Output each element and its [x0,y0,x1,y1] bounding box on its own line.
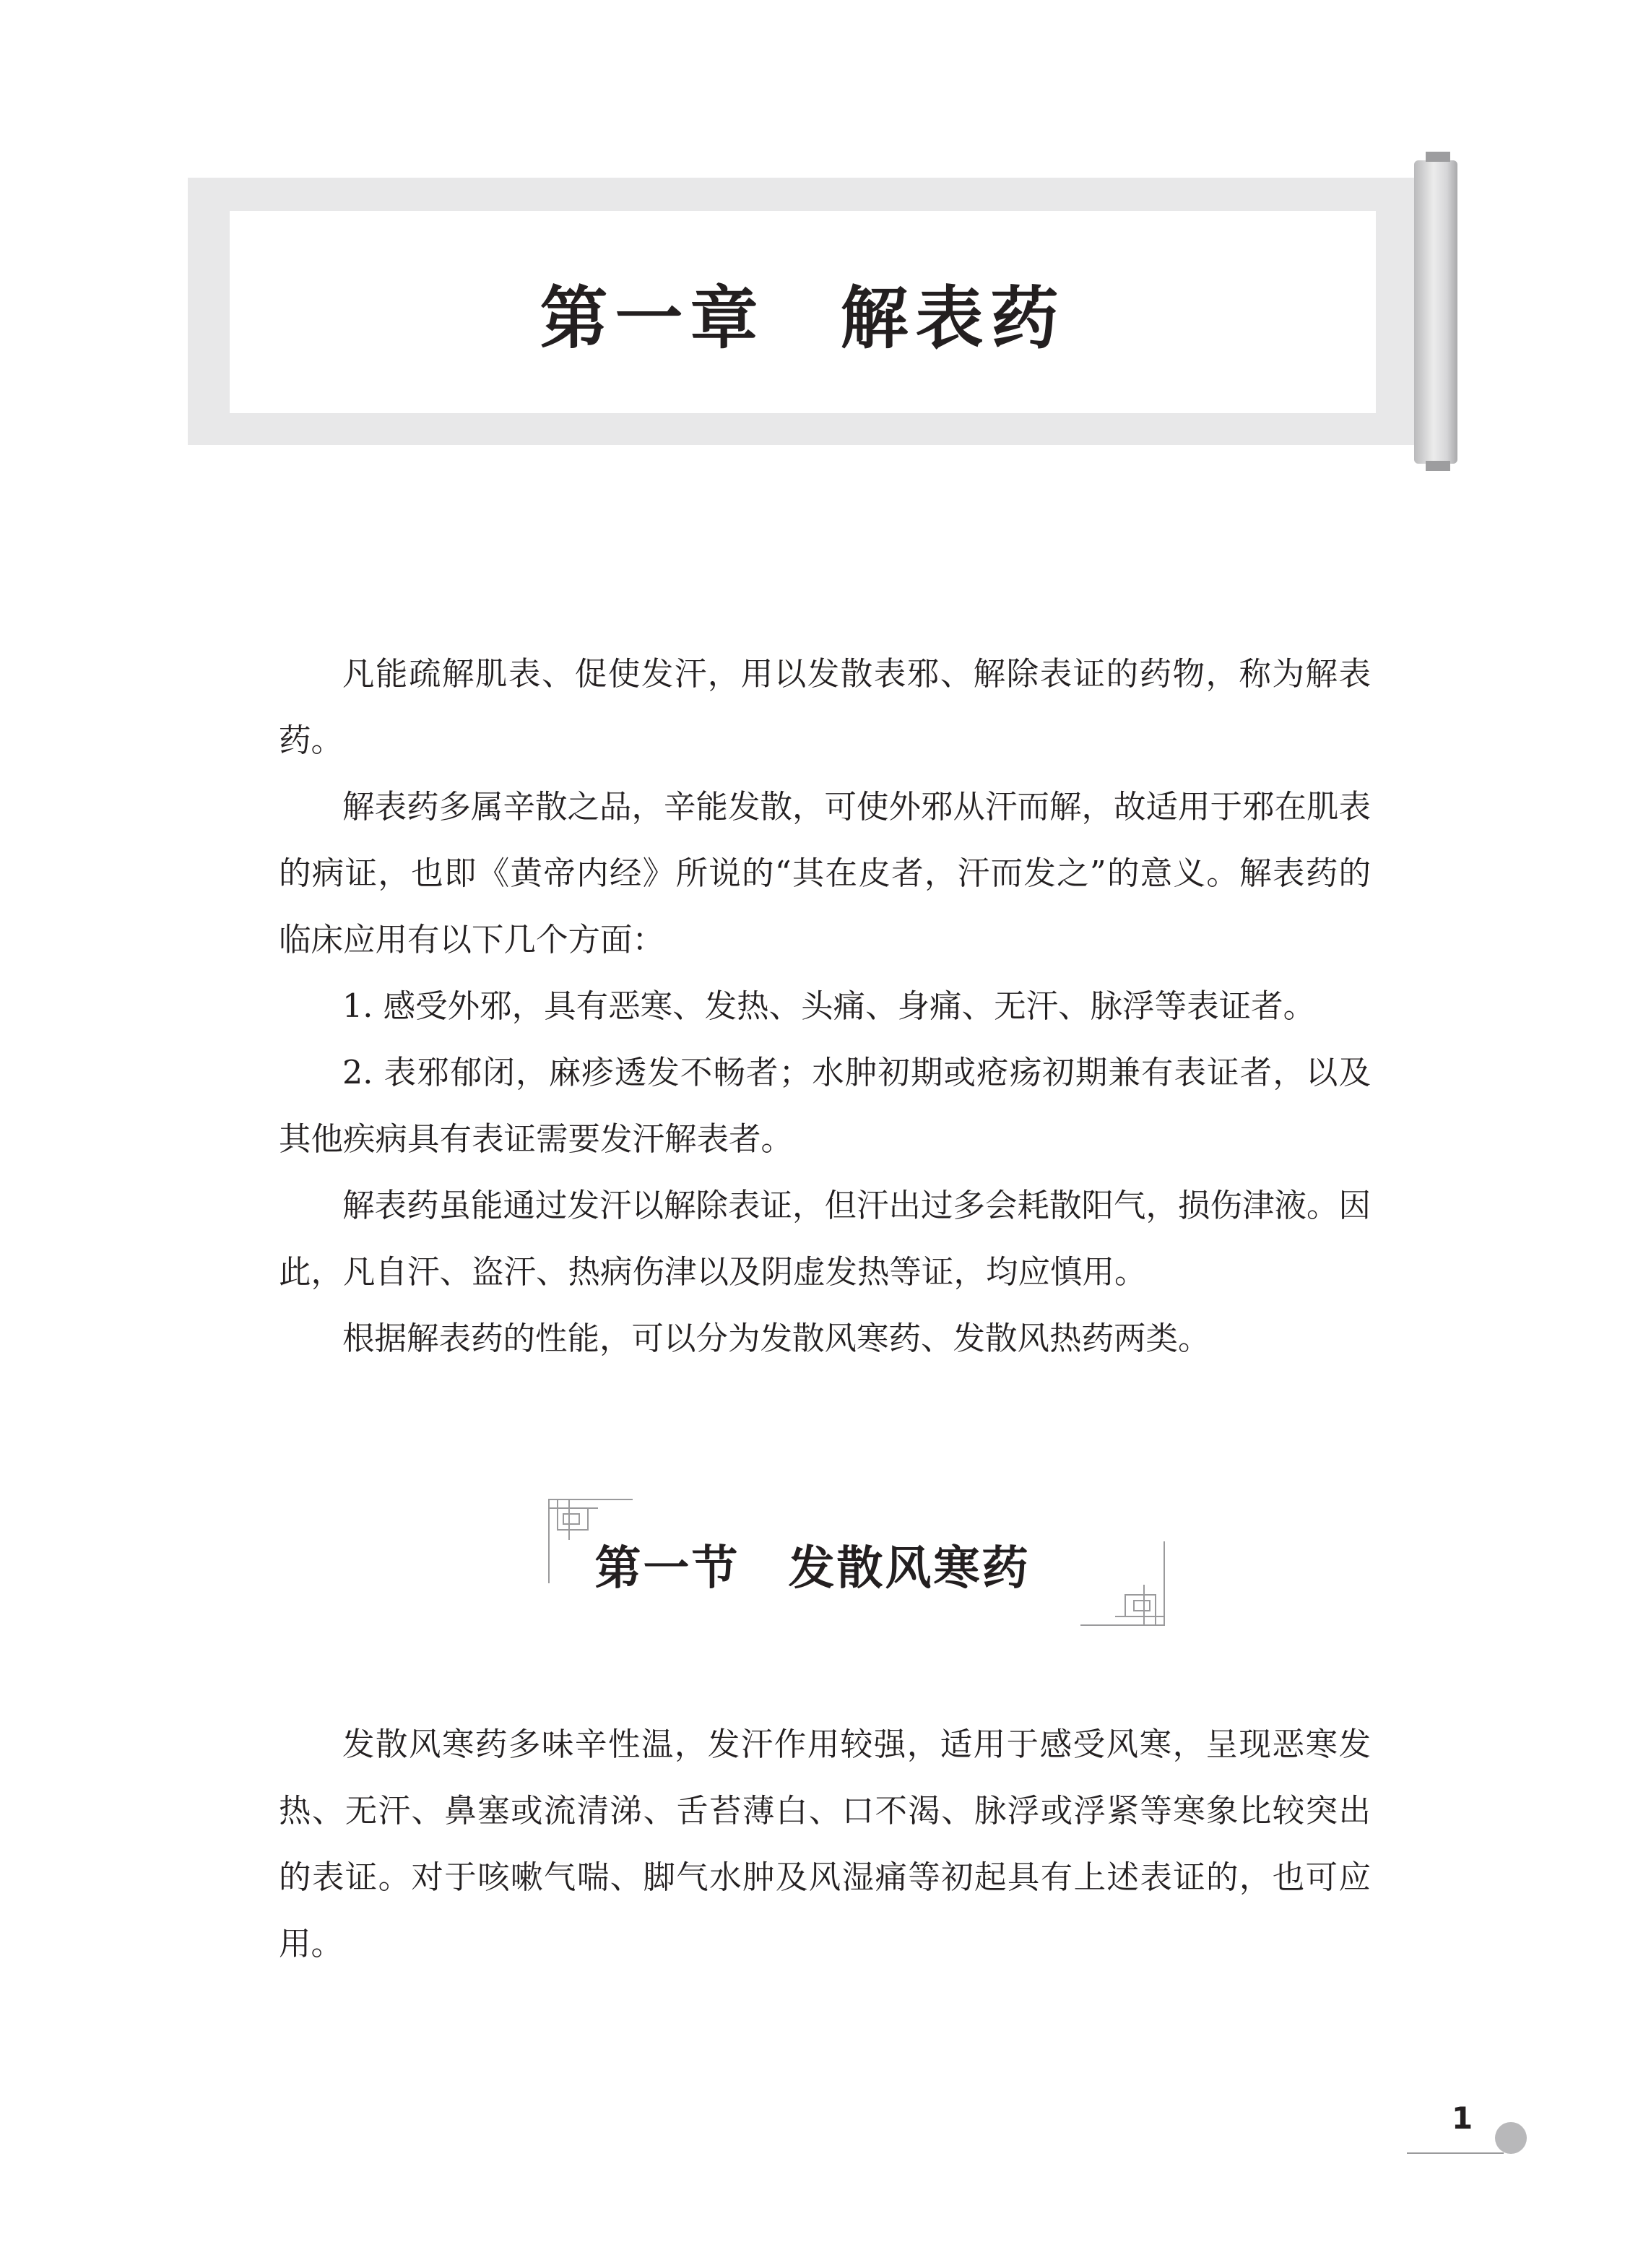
chapter-title: 第一章 解表药 [540,279,1066,358]
chapter-intro [279,641,1371,1372]
intro-paragraph: 凡能疏解肌表、促使发汗，用以发散表邪、解除表证的药物，称为解表药。 [279,656,1371,759]
section-heading [0,1531,1625,1598]
section-title: 第一节 发散风寒药 [594,1542,1031,1596]
section-paragraph: 发散风寒药多味辛性温，发汗作用较强，适用于感受风寒，呈现恶寒发热、无汗、鼻塞或流清涕、舌苔薄白、口不渴、脉浮或浮紧等寒象比较突出的表证。对于咳嗽气喘、脚气水肿及风湿痛等初起具有上述表证的，也可应用。 [279,1726,1371,1962]
intro-paragraph: 1. 感受外邪，具有恶寒、发热、头痛、身痛、无汗、脉浮等表证者。 [342,988,1316,1025]
scroll-roll [1414,160,1457,464]
scroll-roll-bottom-cap [1426,461,1450,471]
page-number: 1 [1452,2100,1473,2136]
chapter-banner-panel [230,211,1376,413]
section-body [279,1712,1371,1978]
page-number-dot [1495,2122,1527,2154]
intro-paragraph: 解表药虽能通过发汗以解除表证，但汗出过多会耗散阳气，损伤津液。因此，凡自汗、盗汗、热病伤津以及阴虚发热等证，均应慎用。 [279,1187,1372,1291]
intro-paragraph: 根据解表药的性能，可以分为发散风寒药、发散风热药两类。 [342,1320,1210,1357]
intro-paragraph: 解表药多属辛散之品，辛能发散，可使外邪从汗而解，故适用于邪在肌表的病证，也即《黄帝内经》所说的“其在皮者，汗而发之”的意义。解表药的临床应用有以下几个方面： [279,789,1372,958]
page-number-rule [1407,2152,1504,2154]
scroll-roll-top-cap [1426,152,1450,162]
intro-paragraph: 2. 表邪郁闭，麻疹透发不畅者；水肿初期或疮疡初期兼有表证者，以及其他疾病具有表证需要发汗解表者。 [279,1055,1371,1158]
corner-ornament-bottom-right [1079,1540,1166,1627]
